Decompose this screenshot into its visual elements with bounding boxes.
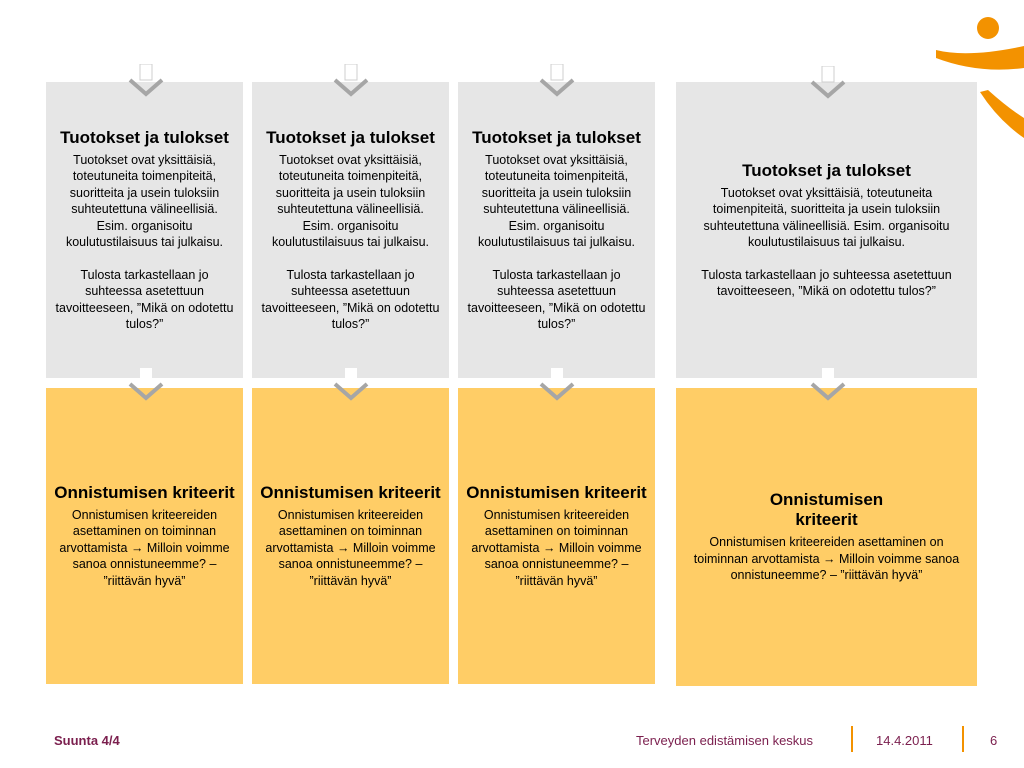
criteria-description: Onnistumisen kriteereiden asettaminen on toiminnan arvottamista → Milloin voimme sanoa onnistuneemme? – ”riittävän hyvä” xyxy=(693,535,960,583)
footer-organization: Terveyden edistämisen keskus xyxy=(636,733,814,748)
outputs-title: Tuotokset ja tulokset xyxy=(60,127,229,147)
criteria-description: Onnistumisen kriteereiden asettaminen on toiminnan arvottamista → Milloin voimme sanoa onnistuneemme? – ”riittävän hyvä” xyxy=(59,507,230,588)
down-chevron-arrow-icon xyxy=(537,64,577,98)
down-chevron-arrow-icon xyxy=(537,368,577,402)
criteria-description: Onnistumisen kriteereiden asettaminen on toiminnan arvottamista → Milloin voimme sanoa onnistuneemme? – ”riittävän hyvä” xyxy=(471,507,642,588)
criteria-box-3 xyxy=(458,388,655,684)
page-number: 6 xyxy=(990,733,998,748)
down-chevron-arrow-icon xyxy=(331,64,371,98)
outputs-title: Tuotokset ja tulokset xyxy=(742,160,911,180)
outputs-box-4 xyxy=(676,82,977,378)
outputs-description: Tuotokset ovat yksittäisiä, toteutuneita toimenpiteitä, suoritteita ja usein tuloksiin suhteutettuna välineellisiä. Esim. organisoitu koulutustilaisuus tai julkaisu. xyxy=(477,152,636,249)
outputs-result-note: Tulosta tarkastellaan jo suhteessa asetettuun tavoitteeseen, ”Mikä on odotettu tulos?” xyxy=(701,267,952,298)
criteria-title: Onnistumisen kriteerit xyxy=(260,482,441,502)
outputs-result-note: Tulosta tarkastellaan jo suhteessa asetettuun tavoitteeseen, ”Mikä on odotettu tulos?” xyxy=(55,267,234,331)
footer-divider xyxy=(962,726,964,752)
outputs-box-2 xyxy=(252,82,449,378)
down-chevron-arrow-icon xyxy=(808,66,848,100)
criteria-title: Onnistumisen kriteerit xyxy=(466,482,647,502)
footer-section-label: Suunta 4/4 xyxy=(54,733,120,748)
down-chevron-arrow-icon xyxy=(808,368,848,402)
outputs-box-3 xyxy=(458,82,655,378)
outputs-description: Tuotokset ovat yksittäisiä, toteutuneita toimenpiteitä, suoritteita ja usein tuloksiin suhteutettuna välineellisiä. Esim. organisoitu koulutustilaisuus tai julkaisu. xyxy=(703,185,950,249)
down-chevron-arrow-icon xyxy=(126,368,166,402)
footer-divider xyxy=(851,726,853,752)
outputs-result-note: Tulosta tarkastellaan jo suhteessa asetettuun tavoitteeseen, ”Mikä on odotettu tulos?” xyxy=(467,267,646,331)
criteria-description: Onnistumisen kriteereiden asettaminen on toiminnan arvottamista → Milloin voimme sanoa onnistuneemme? – ”riittävän hyvä” xyxy=(265,507,436,588)
outputs-description: Tuotokset ovat yksittäisiä, toteutuneita toimenpiteitä, suoritteita ja usein tuloksiin suhteutettuna välineellisiä. Esim. organisoitu koulutustilaisuus tai julkaisu. xyxy=(65,152,224,249)
criteria-box-4 xyxy=(676,388,977,686)
outputs-result-note: Tulosta tarkastellaan jo suhteessa asetettuun tavoitteeseen, ”Mikä on odotettu tulos?” xyxy=(261,267,440,331)
criteria-box-1 xyxy=(46,388,243,684)
criteria-box-2 xyxy=(252,388,449,684)
criteria-title: Onnistumisen kriteerit xyxy=(54,482,235,502)
outputs-description: Tuotokset ovat yksittäisiä, toteutuneita toimenpiteitä, suoritteita ja usein tuloksiin suhteutettuna välineellisiä. Esim. organisoitu koulutustilaisuus tai julkaisu. xyxy=(271,152,430,249)
down-chevron-arrow-icon xyxy=(126,64,166,98)
footer-date: 14.4.2011 xyxy=(876,733,933,748)
down-chevron-arrow-icon xyxy=(331,368,371,402)
outputs-title: Tuotokset ja tulokset xyxy=(266,127,435,147)
outputs-title: Tuotokset ja tulokset xyxy=(472,127,641,147)
criteria-title: Onnistumisen kriteerit xyxy=(769,490,884,530)
outputs-box-1 xyxy=(46,82,243,378)
